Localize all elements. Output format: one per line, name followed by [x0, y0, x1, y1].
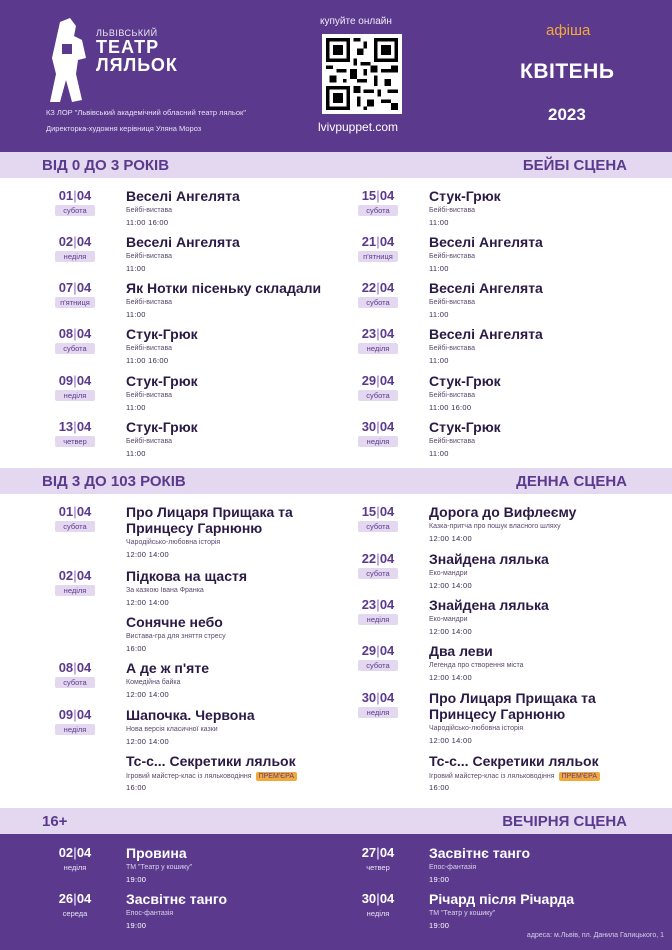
date-month: 04 [379, 373, 395, 388]
stage-label: БЕЙБІ СЦЕНА [522, 157, 627, 174]
event-times: 11:00 [126, 264, 146, 273]
event-date [357, 504, 399, 519]
event-times: 11:00 [429, 356, 449, 365]
day-of-week: п'ятниця [55, 297, 95, 308]
date-month: 04 [379, 419, 395, 434]
event-date [357, 690, 399, 705]
event-item[interactable] [357, 643, 647, 683]
date-month: 04 [379, 891, 395, 906]
event-times: 11:00 [126, 310, 146, 319]
date-day: 29 [361, 373, 377, 388]
event-subtitle: Бейбі-вистава [126, 392, 172, 399]
date-month: 04 [379, 597, 395, 612]
event-times: 11:00 [429, 218, 449, 227]
day-of-week: субота [358, 660, 398, 671]
day-of-week: субота [55, 677, 95, 688]
event-subtitle: Бейбі-вистава [126, 299, 172, 306]
event-date [54, 707, 96, 722]
section-band-day [0, 468, 672, 494]
event-item[interactable] [357, 551, 647, 591]
event-title[interactable]: Знайдена лялька [429, 597, 549, 613]
event-times: 11:00 [429, 449, 449, 458]
date-separator: | [376, 188, 380, 203]
event-item[interactable] [54, 891, 344, 931]
logo-line-2: ЛЯЛЬОК [96, 55, 178, 75]
event-title[interactable]: Стук-Грюк [429, 373, 501, 389]
date-day: 02 [58, 234, 74, 249]
date-month: 04 [379, 188, 395, 203]
event-times: 16:00 [126, 783, 147, 792]
puppet-logo-icon [46, 18, 92, 102]
date-month: 04 [379, 643, 395, 658]
event-title[interactable]: Засвітнє танго [429, 845, 531, 861]
date-month: 04 [76, 707, 92, 722]
event-title[interactable]: А де ж п'яте [126, 660, 209, 676]
day-of-week: субота [358, 521, 398, 532]
event-item[interactable] [357, 597, 647, 637]
event-subtitle: Бейбі-вистава [126, 345, 172, 352]
date-separator: | [376, 419, 380, 434]
event-times: 11:00 16:00 [429, 403, 472, 412]
event-title[interactable]: Веселі Ангелята [429, 326, 543, 342]
event-date [357, 643, 399, 658]
day-of-week: четвер [55, 436, 95, 447]
event-title[interactable]: Дорога до Вифлеєму [429, 504, 577, 520]
event-subtitle: Вистава-гра для зняття стресу [126, 633, 226, 640]
event-times: 19:00 [429, 875, 450, 884]
section-band-evening [0, 808, 672, 834]
date-month: 04 [379, 326, 395, 341]
event-title[interactable]: Сонячне небо [126, 614, 223, 630]
event-title[interactable]: Річард після Річарда [429, 891, 575, 907]
date-day: 01 [58, 188, 74, 203]
date-month: 04 [76, 568, 92, 583]
event-subtitle: Ігровий майстер-клас із ляльководіння ПРЕМ'ЄРА [429, 772, 600, 781]
date-separator: | [73, 891, 77, 906]
event-times: 11:00 [126, 449, 146, 458]
event-times: 19:00 [429, 921, 450, 930]
date-day: 15 [361, 188, 377, 203]
event-times: 19:00 [126, 921, 147, 930]
day-of-week: неділя [358, 343, 398, 354]
event-item[interactable] [357, 845, 647, 885]
premiere-badge: ПРЕМ'ЄРА [256, 772, 297, 781]
date-month: 04 [76, 326, 92, 341]
event-times: 12:00 14:00 [126, 598, 169, 607]
date-day: 15 [361, 504, 377, 519]
day-of-week: субота [55, 343, 95, 354]
event-title[interactable]: Про Лицаря Прищака та Принцесу Гарнюню [126, 504, 293, 536]
event-title[interactable]: Стук-Грюк [429, 188, 501, 204]
event-item[interactable] [54, 280, 344, 320]
event-date [54, 234, 96, 249]
date-separator: | [73, 373, 77, 388]
event-title[interactable]: Про Лицаря Прищака та Принцесу Гарнюню [429, 690, 596, 722]
buy-online-label: купуйте онлайн [320, 16, 392, 27]
date-separator: | [376, 373, 380, 388]
date-day: 23 [361, 597, 377, 612]
date-day: 30 [361, 419, 377, 434]
event-times: 12:00 14:00 [429, 736, 472, 745]
event-subtitle: Комедійна байка [126, 679, 181, 686]
event-subtitle: Бейбі-вистава [126, 253, 172, 260]
logo-small-text: ЛЬВІВСЬКИЙ [96, 28, 158, 38]
qr-code-icon[interactable] [322, 34, 402, 114]
day-of-week: четвер [366, 863, 390, 872]
event-item[interactable] [54, 419, 344, 459]
poster-header [0, 0, 672, 152]
event-date [357, 419, 399, 434]
date-month: 04 [76, 845, 92, 860]
event-times: 12:00 14:00 [126, 690, 169, 699]
event-date [54, 845, 96, 860]
event-times: 19:00 [126, 875, 147, 884]
event-times: 11:00 16:00 [126, 356, 169, 365]
day-stage-section [0, 494, 672, 808]
event-subtitle: Ігровий майстер-клас із ляльководіння ПРЕМ'ЄРА [126, 772, 297, 781]
event-date [357, 551, 399, 566]
event-item[interactable] [54, 568, 344, 608]
date-separator: | [376, 643, 380, 658]
event-date [357, 234, 399, 249]
event-item[interactable] [54, 660, 344, 700]
event-subtitle: Легенда про створення міста [429, 662, 524, 669]
event-title[interactable]: Стук-Грюк [126, 373, 198, 389]
event-subtitle: Бейбі-вистава [429, 207, 475, 214]
event-subtitle: ТМ "Театр у кошику" [126, 864, 193, 871]
event-subtitle: Бейбі-вистава [429, 392, 475, 399]
event-times: 16:00 [429, 783, 450, 792]
date-month: 04 [76, 891, 92, 906]
day-of-week: неділя [358, 436, 398, 447]
event-item[interactable] [357, 326, 647, 366]
event-times: 11:00 [429, 264, 449, 273]
day-of-week: субота [55, 205, 95, 216]
event-subtitle: Чародійсько-любовна історія [429, 725, 524, 732]
premiere-badge: ПРЕМ'ЄРА [559, 772, 600, 781]
event-date [357, 326, 399, 341]
event-times: 12:00 14:00 [126, 550, 169, 559]
event-date [54, 419, 96, 434]
date-month: 04 [379, 280, 395, 295]
event-times: 12:00 14:00 [429, 581, 472, 590]
date-day: 22 [361, 280, 377, 295]
day-of-week: субота [358, 390, 398, 401]
day-of-week: неділя [366, 909, 390, 918]
date-separator: | [73, 845, 77, 860]
date-separator: | [73, 707, 77, 722]
day-of-week: середа [62, 909, 88, 918]
date-separator: | [73, 568, 77, 583]
date-month: 04 [379, 845, 395, 860]
date-separator: | [73, 504, 77, 519]
event-title[interactable]: Засвітнє танго [126, 891, 228, 907]
event-item[interactable] [357, 891, 647, 931]
event-times: 11:00 16:00 [126, 218, 169, 227]
date-month: 04 [76, 280, 92, 295]
date-month: 04 [379, 551, 395, 566]
date-day: 02 [58, 568, 74, 583]
event-title[interactable]: Як Нотки пісеньку складали [126, 280, 322, 296]
event-item[interactable] [357, 280, 647, 320]
event-item[interactable] [357, 753, 647, 793]
date-month: 04 [76, 419, 92, 434]
date-separator: | [376, 326, 380, 341]
month-title: КВІТЕНЬ [520, 60, 615, 83]
date-separator: | [376, 504, 380, 519]
event-date [357, 188, 399, 203]
date-month: 04 [379, 234, 395, 249]
date-month: 04 [76, 660, 92, 675]
date-day: 08 [58, 660, 74, 675]
day-of-week: субота [358, 205, 398, 216]
event-date [357, 597, 399, 612]
baby-stage-section [0, 178, 672, 468]
event-title[interactable]: Стук-Грюк [126, 326, 198, 342]
event-subtitle: Бейбі-вистава [429, 345, 475, 352]
event-item[interactable] [54, 614, 344, 654]
event-item[interactable] [357, 504, 647, 544]
event-times: 11:00 [429, 310, 449, 319]
event-date [54, 373, 96, 388]
date-day: 30 [361, 891, 377, 906]
event-subtitle: Бейбі-вистава [429, 438, 475, 445]
date-month: 04 [76, 504, 92, 519]
stage-label: ВЕЧІРНЯ СЦЕНА [502, 813, 627, 830]
event-subtitle: Епос-фантазія [429, 864, 477, 871]
day-of-week: неділя [55, 251, 95, 262]
event-subtitle: Бейбі-вистава [126, 207, 172, 214]
event-subtitle: Бейбі-вистава [429, 253, 475, 260]
event-subtitle: Бейбі-вистава [126, 438, 172, 445]
event-title[interactable]: Провина [126, 845, 187, 861]
event-title[interactable]: Підкова на щастя [126, 568, 248, 584]
date-separator: | [73, 188, 77, 203]
event-date [357, 845, 399, 860]
event-item[interactable] [357, 373, 647, 413]
age-range-label: 16+ [42, 813, 68, 830]
event-subtitle: Еко-мандри [429, 616, 468, 623]
organization-name: КЗ ЛОР "Львівський академічний обласний театр ляльок" [46, 108, 246, 117]
event-item[interactable] [357, 188, 647, 228]
logo-title [96, 38, 178, 74]
day-of-week: неділя [55, 390, 95, 401]
event-item[interactable] [357, 234, 647, 274]
date-day: 13 [58, 419, 74, 434]
event-subtitle: Еко-мандри [429, 570, 468, 577]
event-item[interactable] [54, 707, 344, 747]
event-times: 12:00 14:00 [429, 673, 472, 682]
date-day: 23 [361, 326, 377, 341]
date-day: 08 [58, 326, 74, 341]
event-date [357, 280, 399, 295]
event-times: 12:00 14:00 [126, 737, 169, 746]
event-subtitle: Епос-фантазія [126, 910, 174, 917]
date-month: 04 [379, 504, 395, 519]
date-day: 09 [58, 373, 74, 388]
event-title[interactable]: Веселі Ангелята [126, 234, 240, 250]
day-of-week: неділя [358, 707, 398, 718]
event-subtitle: За казкою Івана Франка [126, 587, 204, 594]
date-separator: | [376, 234, 380, 249]
date-separator: | [376, 891, 380, 906]
address-line: адреса: м.Львів, пл. Данила Галицького, 1 [526, 932, 664, 939]
date-separator: | [73, 326, 77, 341]
event-item[interactable] [54, 504, 344, 559]
date-day: 02 [58, 845, 74, 860]
event-date [54, 568, 96, 583]
date-separator: | [73, 660, 77, 675]
date-month: 04 [76, 188, 92, 203]
day-of-week: субота [55, 521, 95, 532]
event-date [357, 373, 399, 388]
event-subtitle: Бейбі-вистава [429, 299, 475, 306]
event-times: 16:00 [126, 644, 147, 653]
date-month: 04 [379, 690, 395, 705]
date-separator: | [376, 280, 380, 295]
age-range-label: ВІД 0 ДО 3 РОКІВ [42, 157, 170, 174]
date-day: 29 [361, 643, 377, 658]
event-item[interactable] [54, 326, 344, 366]
date-day: 22 [361, 551, 377, 566]
afisha-label: афіша [546, 22, 591, 39]
event-subtitle: ТМ "Театр у кошику" [429, 910, 496, 917]
event-date [54, 280, 96, 295]
date-separator: | [376, 690, 380, 705]
event-times: 11:00 [126, 403, 146, 412]
date-separator: | [73, 234, 77, 249]
event-times: 12:00 14:00 [429, 627, 472, 636]
date-separator: | [376, 845, 380, 860]
date-separator: | [376, 597, 380, 612]
age-range-label: ВІД 3 ДО 103 РОКІВ [42, 473, 186, 490]
event-subtitle: Нова версія класичної казки [126, 726, 218, 733]
date-day: 30 [361, 690, 377, 705]
date-day: 26 [58, 891, 74, 906]
event-date [54, 660, 96, 675]
date-month: 04 [76, 373, 92, 388]
event-item[interactable] [54, 753, 344, 793]
event-title[interactable]: Два леви [429, 643, 493, 659]
event-title[interactable]: Тс-с... Секретики ляльок [126, 753, 296, 769]
event-title[interactable]: Веселі Ангелята [429, 280, 543, 296]
date-separator: | [376, 551, 380, 566]
date-day: 01 [58, 504, 74, 519]
date-month: 04 [76, 234, 92, 249]
director-line: Директорка-художня керівниця Уляна Мороз [46, 124, 202, 133]
event-date [54, 188, 96, 203]
year-title: 2023 [548, 105, 586, 124]
event-date [54, 891, 96, 906]
day-of-week: субота [358, 297, 398, 308]
logo-line-1: ТЕАТР [96, 37, 160, 57]
stage-label: ДЕННА СЦЕНА [516, 473, 627, 490]
date-day: 21 [361, 234, 377, 249]
day-of-week: п'ятниця [358, 251, 398, 262]
date-day: 27 [361, 845, 377, 860]
day-of-week: субота [358, 568, 398, 579]
event-item[interactable] [54, 234, 344, 274]
event-subtitle: Казка-притча про пошук власного шляху [429, 523, 561, 530]
event-item[interactable] [357, 690, 647, 745]
event-title[interactable]: Стук-Грюк [429, 419, 501, 435]
website-link[interactable]: lvivpuppet.com [318, 120, 399, 134]
event-title[interactable]: Стук-Грюк [126, 419, 198, 435]
day-of-week: неділя [55, 585, 95, 596]
date-separator: | [73, 419, 77, 434]
event-title[interactable]: Шапочка. Червона [126, 707, 255, 723]
event-item[interactable] [357, 419, 647, 459]
event-subtitle: Чародійсько-любовна історія [126, 539, 221, 546]
event-item[interactable] [54, 373, 344, 413]
date-day: 09 [58, 707, 74, 722]
event-item[interactable] [54, 845, 344, 885]
event-title[interactable]: Веселі Ангелята [429, 234, 543, 250]
event-item[interactable] [54, 188, 344, 228]
date-separator: | [73, 280, 77, 295]
day-of-week: неділя [358, 614, 398, 625]
event-title[interactable]: Знайдена лялька [429, 551, 549, 567]
event-date [54, 504, 96, 519]
date-day: 07 [58, 280, 74, 295]
event-title[interactable]: Тс-с... Секретики ляльок [429, 753, 599, 769]
day-of-week: неділя [55, 724, 95, 735]
event-date [54, 326, 96, 341]
day-of-week: неділя [63, 863, 87, 872]
section-band-baby [0, 152, 672, 178]
event-times: 12:00 14:00 [429, 534, 472, 543]
event-title[interactable]: Веселі Ангелята [126, 188, 240, 204]
event-date [357, 891, 399, 906]
